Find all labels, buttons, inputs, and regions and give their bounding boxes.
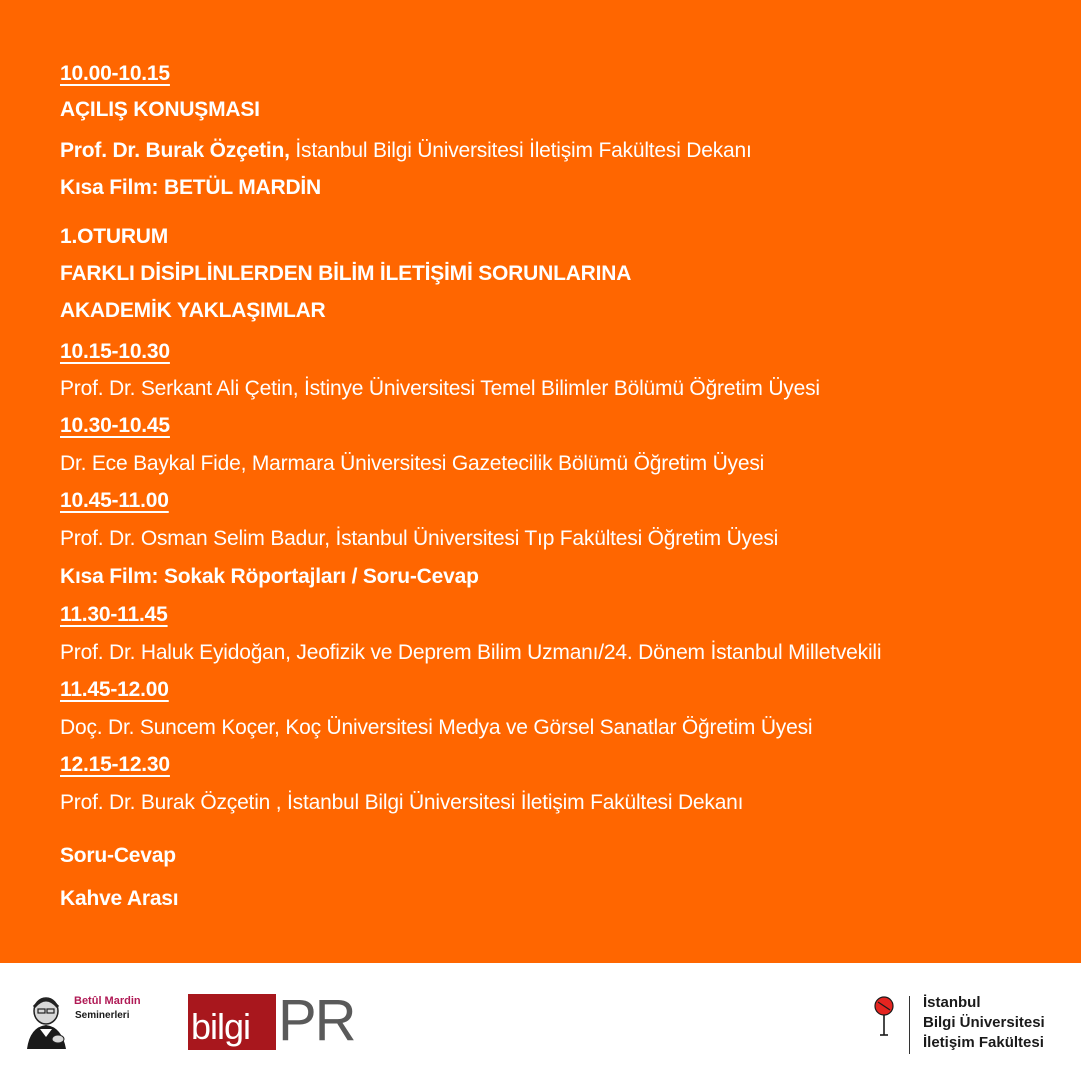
session-title-line2: AKADEMİK YAKLAŞIMLAR [60, 299, 326, 322]
talk-speaker: Prof. Dr. Osman Selim Badur, İstanbul Üniversitesi Tıp Fakültesi Öğretim Üyesi [60, 527, 779, 550]
opening-speaker [60, 138, 752, 164]
opening-speaker-affiliation: İstanbul Bilgi Üniversitesi İletişim Fakültesi Dekanı [295, 139, 752, 162]
university-line3: İletişim Fakültesi [923, 1034, 1044, 1051]
coffee-break-label: Kahve Arası [60, 887, 179, 910]
footer [0, 963, 1081, 1080]
talk-time: 10.15-10.30 [60, 340, 170, 363]
talk-time: 11.30-11.45 [60, 603, 168, 626]
talk-time: 10.30-10.45 [60, 414, 170, 437]
university-line2: Bilgi Üniversitesi [923, 1014, 1045, 1031]
opening-time: 10.00-10.15 [60, 62, 170, 85]
bilgi-emblem-icon [872, 995, 898, 1041]
seminars-label: Seminerleri [75, 1010, 130, 1021]
qa-label: Soru-Cevap [60, 844, 176, 867]
betul-mardin-title: Betûl Mardin [74, 995, 141, 1007]
talk-speaker: Dr. Ece Baykal Fide, Marmara Üniversitesi Gazetecilik Bölümü Öğretim Üyesi [60, 452, 765, 475]
university-name [923, 993, 1045, 1053]
session-label: 1.OTURUM [60, 225, 169, 248]
short-film-2: Kısa Film: Sokak Röportajları / Soru-Cevap [60, 565, 479, 588]
talk-time: 11.45-12.00 [60, 678, 169, 701]
talk-speaker: Doç. Dr. Suncem Koçer, Koç Üniversitesi Medya ve Görsel Sanatlar Öğretim Üyesi [60, 716, 813, 739]
talk-time: 12.15-12.30 [60, 753, 170, 776]
university-line1: İstanbul [923, 994, 981, 1011]
pr-wordmark: PR [278, 988, 355, 1053]
betul-mardin-portrait-icon [24, 991, 72, 1051]
session-title-line1: FARKLI DİSİPLİNLERDEN BİLİM İLETİŞİMİ SORUNLARINA [60, 262, 632, 285]
opening-title: AÇILIŞ KONUŞMASI [60, 98, 260, 121]
talk-speaker: Prof. Dr. Haluk Eyidoğan, Jeofizik ve Deprem Bilim Uzmanı/24. Dönem İstanbul Milletvekili [60, 641, 882, 664]
opening-speaker-name: Prof. Dr. Burak Özçetin, [60, 139, 290, 162]
betul-mardin-seminars-logo [24, 991, 174, 1061]
logo-divider [909, 996, 910, 1054]
opening-film: Kısa Film: BETÜL MARDİN [60, 176, 322, 199]
bilgi-pr-logo [188, 988, 358, 1056]
talk-speaker: Prof. Dr. Burak Özçetin , İstanbul Bilgi Üniversitesi İletişim Fakültesi Dekanı [60, 791, 744, 814]
talk-speaker: Prof. Dr. Serkant Ali Çetin, İstinye Üniversitesi Temel Bilimler Bölümü Öğretim Üyesi [60, 377, 820, 400]
istanbul-bilgi-university-logo [872, 991, 1072, 1061]
talk-time: 10.45-11.00 [60, 489, 169, 512]
bilgi-wordmark: bilgi [191, 1006, 251, 1047]
